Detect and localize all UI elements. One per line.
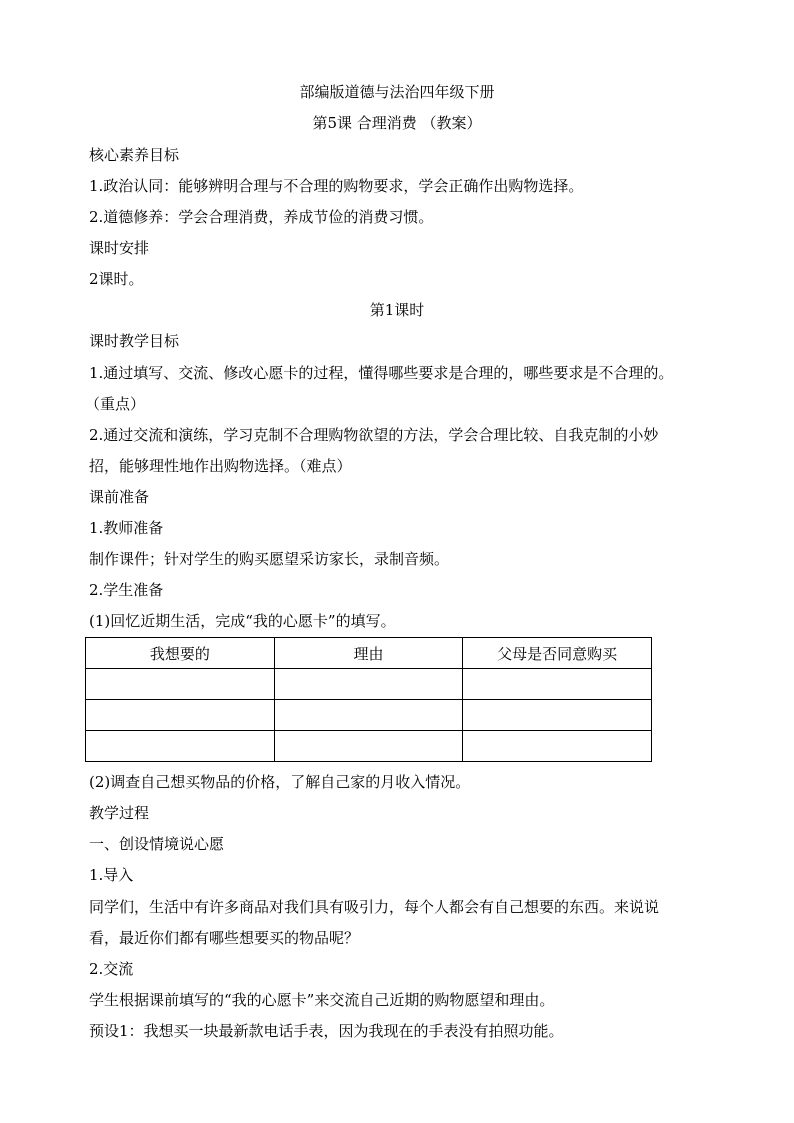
paragraph: 2.通过交流和演练，学习克制不合理购物欲望的方法，学会合理比较、自我克制的小妙 [89,426,659,444]
heading-process: 教学过程 [89,804,150,822]
table-cell [274,700,463,731]
paragraph: 看，最近你们都有哪些想要买的物品呢？ [89,929,360,947]
paragraph: （重点） [85,395,146,413]
table-cell [463,700,652,731]
table-cell [463,731,652,762]
paragraph: 2.学生准备 [89,581,164,599]
doc-subtitle: 第5课 合理消费 （教案） [312,114,482,132]
paragraph: (1)回忆近期生活，完成“我的心愿卡”的填写。 [89,612,396,630]
paragraph: 1.政治认同：能够辨明合理与不合理的购物要求，学会正确作出购物选择。 [89,177,584,195]
paragraph: 预设1：我想买一块最新款电话手表，因为我现在的手表没有拍照功能。 [89,1022,564,1040]
paragraph: 制作课件；针对学生的购买愿望采访家长，录制音频。 [89,550,450,568]
table-cell [86,700,275,731]
heading-lesson-goals: 课时教学目标 [89,332,180,350]
table-row [86,700,652,731]
heading-preparation: 课前准备 [89,488,150,506]
table-cell [86,669,275,700]
wish-card-table [85,637,652,762]
heading-schedule: 课时安排 [89,239,150,257]
paragraph: 1.通过填写、交流、修改心愿卡的过程，懂得哪些要求是合理的，哪些要求是不合理的。 [89,364,674,382]
section-title: 第1课时 [369,301,425,319]
table-cell [86,731,275,762]
table-cell [463,669,652,700]
paragraph: (2)调查自己想买物品的价格，了解自己家的月收入情况。 [89,773,471,791]
table-row [86,731,652,762]
paragraph: 招，能够理性地作出购物选择。（难点） [89,457,352,475]
table-row [86,669,652,700]
doc-title: 部编版道德与法治四年级下册 [299,83,495,101]
paragraph: 2.道德修养：学会合理消费，养成节俭的消费习惯。 [89,208,434,226]
table-cell [274,669,463,700]
table-header-cell: 父母是否同意购买 [463,638,652,669]
table-header-row [86,638,652,669]
paragraph: 学生根据课前填写的“我的心愿卡”来交流自己近期的购物愿望和理由。 [89,991,555,1009]
paragraph: 一、创设情境说心愿 [89,835,225,853]
table-header-cell: 理由 [274,638,463,669]
paragraph: 2课时。 [89,270,144,288]
heading-core-goals: 核心素养目标 [89,146,180,164]
paragraph: 同学们，生活中有许多商品对我们具有吸引力，每个人都会有自己想要的东西。来说说 [89,898,660,916]
paragraph: 2.交流 [89,960,134,978]
paragraph: 1.导入 [89,866,134,884]
paragraph: 1.教师准备 [89,519,164,537]
table-cell [274,731,463,762]
table-header-cell: 我想要的 [86,638,275,669]
